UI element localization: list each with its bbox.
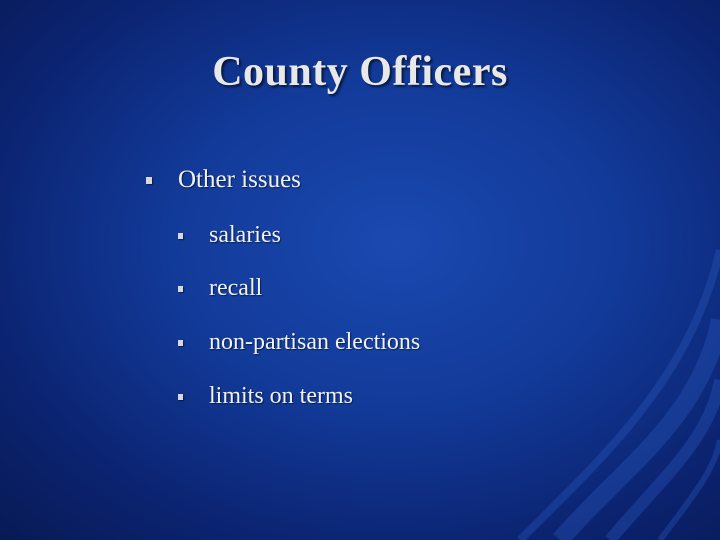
sub-bullet-item-recall <box>178 275 262 302</box>
sub-bullet-label: salaries <box>209 222 281 248</box>
sub-bullet-item-non-partisan-elections <box>178 329 420 356</box>
square-bullet-icon <box>178 233 183 239</box>
slide-title: County Officers <box>212 49 508 95</box>
square-bullet-icon <box>178 340 183 346</box>
bullet-item-other-issues <box>146 166 301 194</box>
square-bullet-icon <box>178 286 183 292</box>
sub-bullet-label: recall <box>209 275 263 301</box>
square-bullet-icon <box>146 177 152 184</box>
sub-bullet-label: non-partisan elections <box>209 329 421 355</box>
bullet-label: Other issues <box>178 166 301 193</box>
sub-bullet-label: limits on terms <box>209 383 353 409</box>
square-bullet-icon <box>178 394 183 400</box>
sub-bullet-item-salaries <box>178 222 281 249</box>
sub-bullet-item-limits-on-terms <box>178 383 353 410</box>
